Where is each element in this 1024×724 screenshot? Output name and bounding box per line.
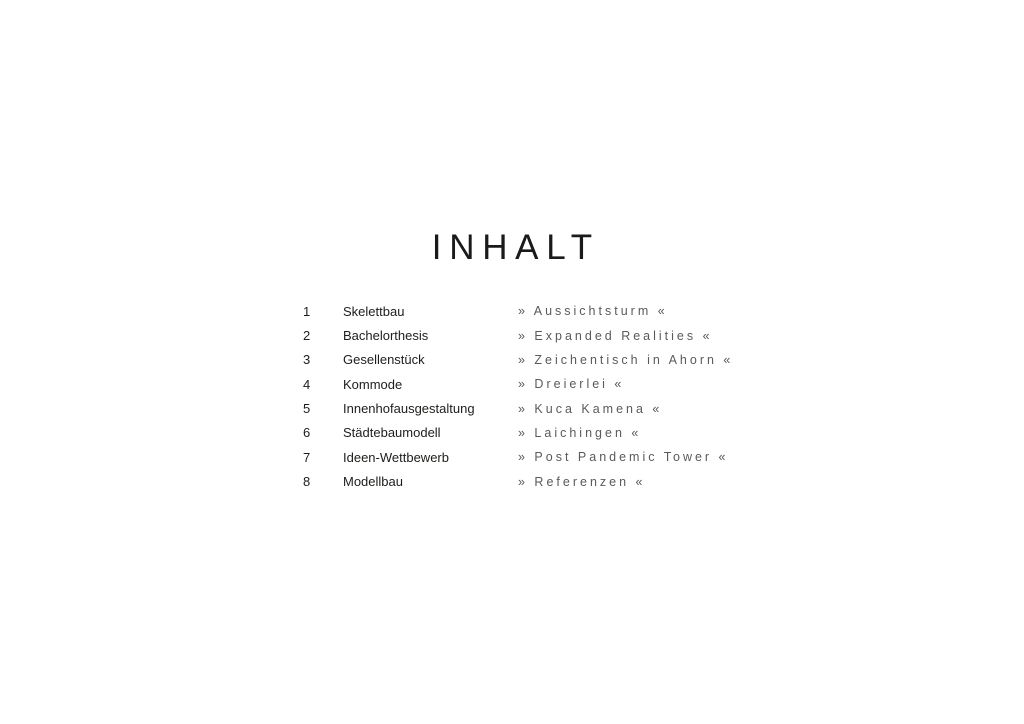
- table-of-contents: [303, 299, 743, 494]
- toc-item-name: Ideen-Wettbewerb: [343, 449, 449, 465]
- toc-item-number: 5: [303, 401, 311, 417]
- toc-item-number: 7: [303, 449, 311, 465]
- toc-item-name: Bachelorthesis: [343, 328, 429, 344]
- toc-item-project-title: » Dreierlei «: [518, 377, 625, 392]
- toc-item-project-title: » Aussichtsturm «: [518, 304, 668, 319]
- toc-item-project-title: » Post Pandemic Tower «: [518, 450, 729, 465]
- toc-row: [303, 469, 743, 493]
- toc-item-project-title: » Expanded Realities «: [518, 328, 713, 343]
- toc-row: [303, 299, 743, 323]
- toc-item-name: Innenhofausgestaltung: [343, 401, 475, 417]
- toc-row: [303, 348, 743, 372]
- toc-item-number: 3: [303, 352, 311, 368]
- toc-row: [303, 372, 743, 396]
- toc-row: [303, 323, 743, 347]
- toc-item-number: 4: [303, 376, 311, 392]
- toc-item-project-title: » Referenzen «: [518, 474, 646, 489]
- toc-item-name: Kommode: [343, 376, 403, 392]
- toc-row: [303, 445, 743, 469]
- toc-item-project-title: » Kuca Kamena «: [518, 401, 663, 416]
- toc-item-name: Modellbau: [343, 474, 403, 490]
- toc-item-name: Gesellenstück: [343, 352, 425, 368]
- toc-item-number: 2: [303, 328, 311, 344]
- toc-item-project-title: » Zeichentisch in Ahorn «: [518, 352, 734, 367]
- toc-item-project-title: » Laichingen «: [518, 425, 642, 440]
- toc-item-number: 1: [303, 303, 311, 319]
- toc-row: [303, 396, 743, 420]
- toc-item-number: 6: [303, 425, 311, 441]
- toc-item-number: 8: [303, 474, 311, 490]
- toc-item-name: Städtebaumodell: [343, 425, 441, 441]
- toc-row: [303, 421, 743, 445]
- toc-item-name: Skelettbau: [343, 303, 405, 319]
- page-title: INHALT: [431, 228, 600, 267]
